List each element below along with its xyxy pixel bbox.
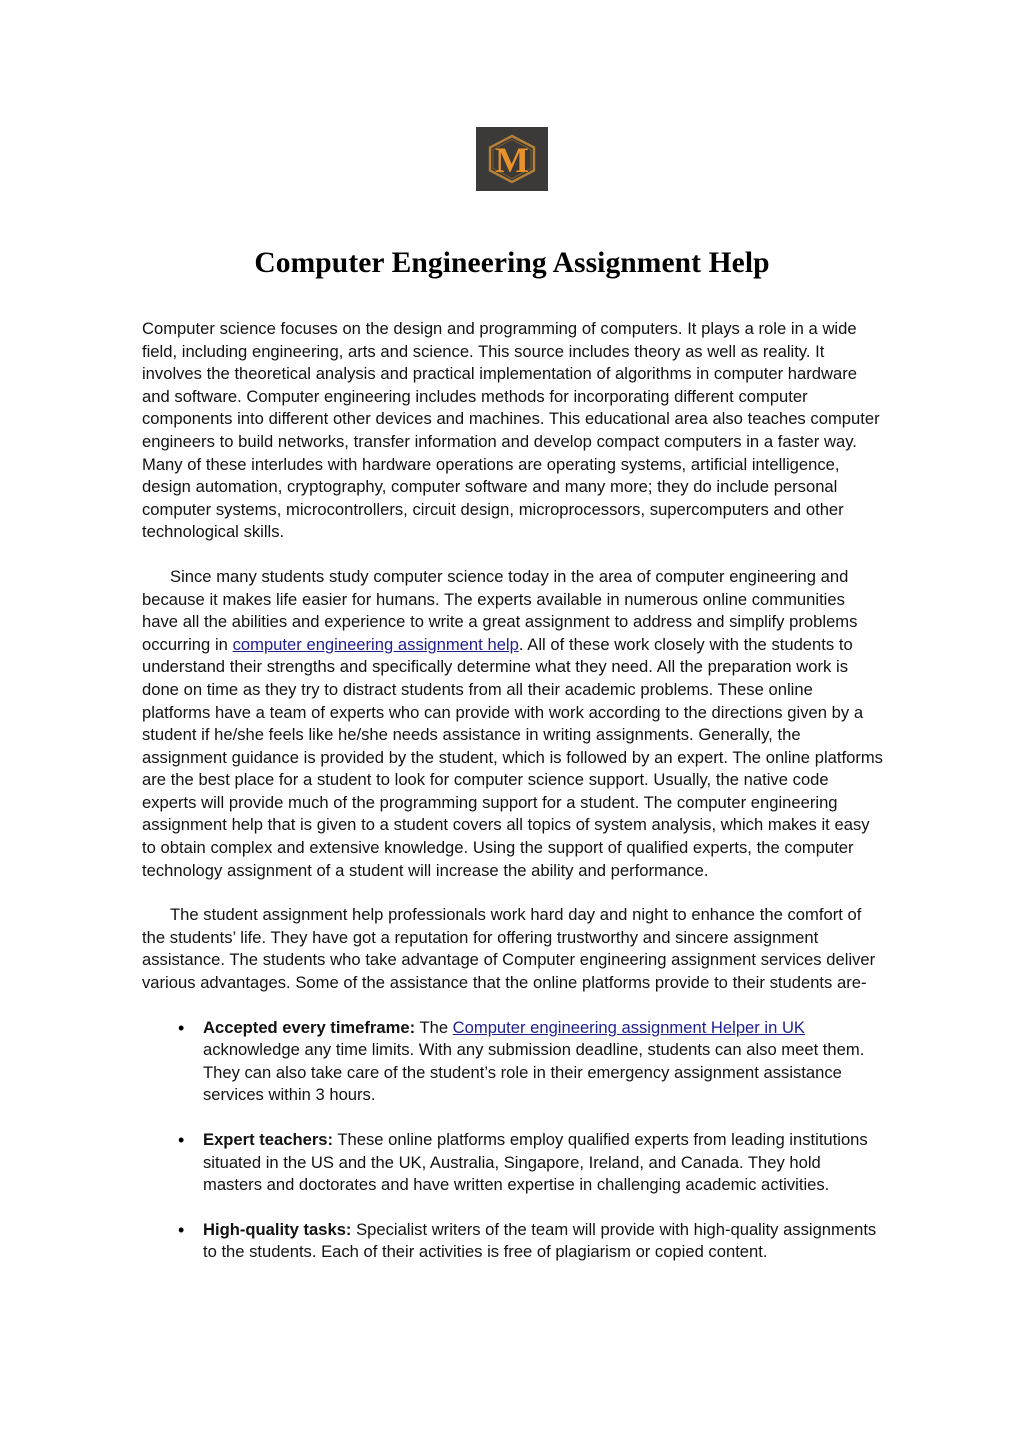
link-computer-engineering-assignment-helper-uk[interactable]: Computer engineering assignment Helper in UK — [452, 1017, 805, 1037]
logo-background — [476, 127, 548, 191]
bullet-text-before: The — [415, 1017, 453, 1037]
bullet-lead-label: Accepted every timeframe: — [203, 1017, 416, 1037]
logo-m-hexagon-icon — [476, 127, 548, 191]
list-item — [142, 1129, 884, 1197]
assistance-bullet-list — [142, 1017, 884, 1264]
paragraph-experts-text-after: . All of these work closely with the students to understand their strengths and specifically determine what they need. All the preparation work is done on time as they try to distract students from all their academic problems. These online platforms have a team of experts who can provide with work according to the directions given by a student if he/she feels like he/she needs assistance in writing assignments. Generally, the assignment guidance is provided by the student, which is followed by an expert. The online platforms are the best place for a student to look for computer science support. Usually, the native code experts will provide much of the programming support for a student. The computer engineering assignment help that is given to a student covers all topics of system analysis, which makes it easy to obtain complex and extensive knowledge. Using the support of qualified experts, the computer technology assignment of a student will increase the ability and performance. — [142, 634, 883, 880]
paragraph-professionals: The student assignment help professionals work hard day and night to enhance the comfort of the students’ life. They have got a reputation for offering trustworthy and sincere assignment assistance. The students who take advantage of Computer engineering assignment services deliver various advantages. Some of the assistance that the online platforms provide to their students are- — [142, 905, 876, 993]
bullet-text-after: acknowledge any time limits. With any submission deadline, students can also meet them. They can also take care of the student’s role in their emergency assignment assistance services within 3 hours. — [203, 1040, 865, 1105]
list-item — [142, 1017, 884, 1107]
paragraph-experts-text-before: Since many students study computer science today in the area of computer engineering and because it makes life easier for humans. The experts available in numerous online communities have all the abilities and experience to write a great assignment to address and simplify problems occurring in — [142, 566, 858, 654]
brand-logo — [476, 127, 548, 191]
list-item — [142, 1219, 884, 1264]
page-title: Computer Engineering Assignment Help — [254, 247, 770, 279]
svg-text:M: M — [495, 140, 529, 180]
paragraph-experts — [142, 566, 884, 882]
link-computer-engineering-assignment-help[interactable]: computer engineering assignment help — [232, 634, 519, 654]
bullet-lead-label: Expert teachers: — [203, 1130, 334, 1149]
bullet-text-before: These online platforms employ qualified experts from leading institutions situated in the US and the UK, Australia, Singapore, Ireland, and Canada. They hold masters and doctorates and have written expertise in challenging academic activities. — [203, 1130, 868, 1195]
document-body — [142, 318, 884, 1286]
paragraph-intro: Computer science focuses on the design and programming of computers. It plays a role in a wide field, including engineering, arts and science. This source includes theory as well as reality. It involves the theoretical analysis and practical implementation of algorithms in computer hardware and software. Computer engineering includes methods for incorporating different computer components into different other devices and machines. This educational area also teaches computer engineers to build networks, transfer information and develop compact computers in a faster way. Many of these interludes with hardware operations are operating systems, artificial intelligence, design automation, cryptography, computer software and many more; they do include personal computer systems, microcontrollers, circuit design, microprocessors, supercomputers and other technological skills. — [142, 319, 880, 542]
bullet-marker-icon: • — [178, 1130, 185, 1150]
bullet-marker-icon: • — [178, 1017, 185, 1038]
bullet-text-before: Specialist writers of the team will provide with high-quality assignments to the students. Each of their activities is free of plagiarism or copied content. — [203, 1219, 877, 1262]
bullet-marker-icon: • — [178, 1219, 185, 1240]
bullet-lead-label: High-quality tasks: — [203, 1219, 352, 1239]
